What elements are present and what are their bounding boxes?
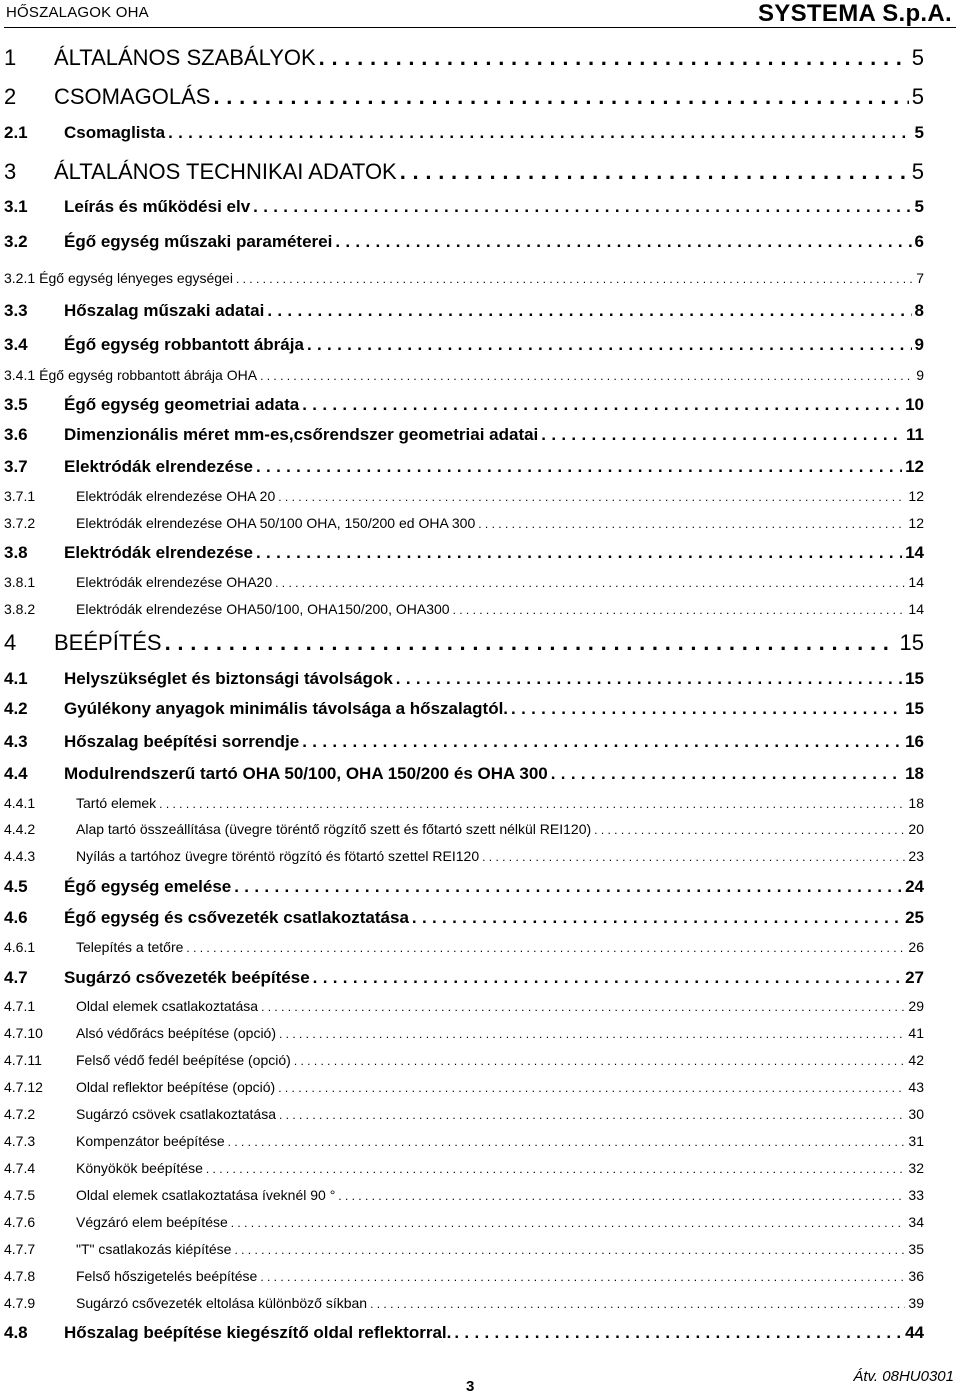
toc-entry-title: Felső hőszigetelés beépítése <box>76 1268 258 1284</box>
toc-entry-number: 3 <box>4 159 17 184</box>
toc-leader-dots <box>231 1216 906 1230</box>
toc-entry-number: 4.7.3 <box>4 1133 36 1149</box>
toc-leader-dots <box>228 1135 906 1149</box>
toc-entry-number: 3.8.1 <box>4 574 36 590</box>
toc-leader-dots <box>302 732 902 752</box>
toc-leader-dots <box>279 1027 905 1041</box>
toc-leader-dots <box>165 630 897 656</box>
toc-leader-dots <box>267 301 911 321</box>
toc-leader-dots <box>551 764 902 784</box>
toc-entry-number: 3.8.2 <box>4 601 36 617</box>
toc-entry-title: Elektródák elrendezése OHA50/100, OHA150/200, OHA300 <box>76 601 450 617</box>
toc-entry-title: ÁLTALÁNOS TECHNIKAI ADATOK <box>54 159 397 184</box>
toc-entry-page: 9 <box>914 335 924 354</box>
toc-entry-title: Oldal reflektor beépítése (opció) <box>76 1079 276 1095</box>
toc-leader-dots <box>278 490 905 504</box>
toc-leader-dots <box>294 1054 906 1068</box>
toc-entry-title: Csomaglista <box>64 123 166 142</box>
toc-leader-dots <box>338 1189 905 1203</box>
toc-entry-number: 4.7.1 <box>4 998 36 1014</box>
toc-entry-page: 33 <box>908 1187 924 1203</box>
toc-entry-page: 30 <box>908 1106 924 1122</box>
toc-entry-title: Hőszalag beépítése kiegészítő oldal reflektorral. <box>64 1323 452 1342</box>
toc-leader-dots <box>256 543 902 563</box>
toc-entry[interactable] <box>4 574 924 590</box>
toc-leader-dots <box>275 576 905 590</box>
toc-leader-dots <box>454 1323 902 1343</box>
toc-leader-dots <box>213 84 908 110</box>
toc-entry[interactable] <box>4 515 924 531</box>
toc-entry-page: 27 <box>905 968 924 987</box>
toc-entry-title: Modulrendszerű tartó OHA 50/100, OHA 150/200 és OHA 300 <box>64 764 548 783</box>
toc-entry-title: Nyílás a tartóhoz üvegre töréntö rögzító és fötartó szettel REI120 <box>76 848 480 864</box>
toc-entry-title: Égő egység robbantott ábrája OHA <box>39 367 258 383</box>
toc-entry-title: Oldal elemek csatlakoztatása íveknél 90 ° <box>76 1187 336 1203</box>
toc-entry-page: 20 <box>908 821 924 837</box>
toc-entry[interactable] <box>4 1052 924 1068</box>
toc-entry-title: Sugárzó csövek csatlakoztatása <box>76 1106 276 1122</box>
toc-entry-page: 23 <box>908 848 924 864</box>
toc-entry-number: 4.6.1 <box>4 939 36 955</box>
toc-entry-page: 15 <box>899 630 924 655</box>
toc-entry[interactable] <box>4 1323 924 1343</box>
toc-entry[interactable] <box>4 1133 924 1149</box>
toc-entry[interactable] <box>4 630 924 656</box>
toc-leader-dots <box>253 197 911 217</box>
toc-entry-number: 3.6 <box>4 425 28 444</box>
toc-entry-title: Leírás és működési elv <box>64 197 251 216</box>
toc-entry[interactable] <box>4 939 924 955</box>
toc-entry-page: 5 <box>914 197 924 216</box>
toc-entry-number: 4.1 <box>4 669 28 688</box>
toc-entry-title: Elektródák elrendezése OHA 50/100 OHA, 150/200 ed OHA 300 <box>76 515 476 531</box>
toc-entry-page: 24 <box>905 877 924 896</box>
toc-entry-number: 2 <box>4 84 17 109</box>
toc-entry-number: 4.7.2 <box>4 1106 36 1122</box>
toc-entry-title: Égő egység geometriai adata <box>64 395 300 414</box>
toc-entry-title: Telepítés a tetőre <box>76 939 184 955</box>
toc-entry-number: 3.7.1 <box>4 488 36 504</box>
toc-entry[interactable] <box>4 335 924 355</box>
toc-entry[interactable] <box>4 1295 924 1311</box>
toc-entry[interactable] <box>4 908 924 928</box>
toc-leader-dots <box>396 669 902 689</box>
toc-leader-dots <box>302 395 902 415</box>
toc-entry[interactable] <box>4 732 924 752</box>
toc-entry[interactable] <box>4 301 924 321</box>
toc-entry-title: BEÉPÍTÉS <box>54 630 162 655</box>
toc-entry-title: Sugárzó csővezeték beépítése <box>64 968 310 987</box>
toc-entry-number: 3.3 <box>4 301 28 320</box>
toc-entry-number: 4.7.6 <box>4 1214 36 1230</box>
toc-entry-number: 4.4.3 <box>4 848 36 864</box>
toc-leader-dots <box>400 159 909 185</box>
toc-leader-dots <box>256 457 902 477</box>
toc-entry-title: Alap tartó összeállítása (üvegre töréntő rögzítő szett és főtartó szett nélkül REI120) <box>76 821 592 837</box>
toc-entry-page: 26 <box>908 939 924 955</box>
page-number: 3 <box>466 1378 475 1395</box>
toc-entry[interactable] <box>4 1160 924 1176</box>
toc-entry[interactable] <box>4 425 924 445</box>
toc-leader-dots <box>594 823 905 837</box>
toc-entry-number: 4.5 <box>4 877 28 896</box>
toc-leader-dots <box>279 1108 905 1122</box>
toc-entry-number: 3.1 <box>4 197 28 216</box>
toc-leader-dots <box>234 1243 905 1257</box>
toc-entry[interactable] <box>4 1268 924 1284</box>
toc-leader-dots <box>482 850 905 864</box>
toc-entry[interactable] <box>4 821 924 837</box>
toc-entry-page: 18 <box>908 795 924 811</box>
toc-entry-title: Hőszalag beépítési sorrendje <box>64 732 300 751</box>
toc-entry-page: 18 <box>905 764 924 783</box>
toc-entry-number: 4.7.7 <box>4 1241 36 1257</box>
toc-entry[interactable] <box>4 764 924 784</box>
toc-leader-dots <box>319 45 909 71</box>
toc-leader-dots <box>159 797 905 811</box>
toc-entry-page: 35 <box>908 1241 924 1257</box>
toc-entry-page: 15 <box>905 669 924 688</box>
header-company-name: SYSTEMA S.p.A. <box>758 0 952 27</box>
toc-entry-page: 39 <box>908 1295 924 1311</box>
toc-entry-number: 4.7 <box>4 968 28 987</box>
header-doc-title: HŐSZALAGOK OHA <box>6 4 149 21</box>
toc-entry-title: Elektródák elrendezése <box>64 457 253 476</box>
toc-entry-number: 4 <box>4 630 17 655</box>
toc-leader-dots <box>236 272 913 286</box>
toc-entry[interactable] <box>4 159 924 185</box>
toc-entry-number: 4.7.9 <box>4 1295 36 1311</box>
toc-entry-title: Elektródák elrendezése OHA 20 <box>76 488 276 504</box>
toc-entry[interactable] <box>4 669 924 689</box>
toc-entry-title: Sugárzó csővezeték eltolása különböző síkban <box>76 1295 368 1311</box>
toc-entry-title: Égő egység robbantott ábrája <box>64 335 304 354</box>
toc-leader-dots <box>260 369 913 383</box>
toc-entry-number: 4.7.8 <box>4 1268 36 1284</box>
toc-entry-page: 25 <box>905 908 924 927</box>
toc-entry-page: 11 <box>906 425 924 444</box>
toc-entry-number: 3.2 <box>4 232 28 251</box>
toc-entry-number: 4.7.5 <box>4 1187 36 1203</box>
toc-entry-number: 4.7.11 <box>4 1052 42 1068</box>
toc-leader-dots <box>453 603 906 617</box>
toc-entry-page: 14 <box>905 543 924 562</box>
toc-entry-title: Dimenzionális méret mm-es,csőrendszer geometriai adatai <box>64 425 539 444</box>
toc-entry-number: 3.4 <box>4 335 28 354</box>
toc-entry-title: Felső védő fedél beépítése (opció) <box>76 1052 291 1068</box>
toc-entry-page: 15 <box>905 699 924 718</box>
toc-entry[interactable] <box>4 601 924 617</box>
toc-entry-page: 12 <box>905 457 924 476</box>
toc-entry-number: 3.7.2 <box>4 515 36 531</box>
toc-entry-page: 14 <box>908 574 924 590</box>
toc-entry[interactable] <box>4 1187 924 1203</box>
toc-entry[interactable] <box>4 270 924 286</box>
toc-entry[interactable] <box>4 84 924 110</box>
toc-entry-page: 16 <box>905 732 924 751</box>
toc-entry-number: 4.4.1 <box>4 795 36 811</box>
toc-entry-page: 12 <box>908 488 924 504</box>
toc-entry-page: 36 <box>908 1268 924 1284</box>
toc-entry-title: Égő egység műszaki paraméterei <box>64 232 333 251</box>
toc-entry-title: Hőszalag műszaki adatai <box>64 301 265 320</box>
toc-entry[interactable] <box>4 543 924 563</box>
toc-entry[interactable] <box>4 968 924 988</box>
toc-entry-page: 42 <box>908 1052 924 1068</box>
toc-leader-dots <box>313 968 902 988</box>
toc-entry[interactable] <box>4 699 924 719</box>
toc-leader-dots <box>370 1297 905 1311</box>
header-divider <box>4 27 956 28</box>
toc-entry[interactable] <box>4 1214 924 1230</box>
revision-code: Átv. 08HU0301 <box>853 1368 954 1385</box>
toc-entry-page: 43 <box>908 1079 924 1095</box>
toc-leader-dots <box>541 425 903 445</box>
toc-leader-dots <box>261 1000 905 1014</box>
toc-entry[interactable] <box>4 45 924 71</box>
toc-entry-title: CSOMAGOLÁS <box>54 84 211 109</box>
toc-leader-dots <box>511 699 902 719</box>
toc-entry-page: 9 <box>916 367 924 383</box>
toc-entry-title: Végzáró elem beépítése <box>76 1214 228 1230</box>
toc-leader-dots <box>478 517 905 531</box>
toc-entry[interactable] <box>4 457 924 477</box>
toc-entry-page: 31 <box>908 1133 924 1149</box>
toc-entry-number: 3.7 <box>4 457 28 476</box>
toc-entry[interactable] <box>4 197 924 217</box>
toc-entry-title: Alsó védőrács beépítése (opció) <box>76 1025 276 1041</box>
toc-entry-number: 4.8 <box>4 1323 28 1342</box>
toc-leader-dots <box>412 908 902 928</box>
toc-entry-number: 4.7.12 <box>4 1079 43 1095</box>
toc-entry-page: 29 <box>908 998 924 1014</box>
toc-entry-page: 7 <box>916 270 924 286</box>
toc-entry-number: 4.7.10 <box>4 1025 43 1041</box>
toc-entry-title: Tartó elemek <box>76 795 157 811</box>
toc-entry-page: 5 <box>911 84 924 109</box>
toc-entry[interactable] <box>4 1106 924 1122</box>
toc-entry[interactable] <box>4 395 924 415</box>
toc-entry-number: 2.1 <box>4 123 28 142</box>
toc-entry-title: Kompenzátor beépítése <box>76 1133 225 1149</box>
toc-entry-number: 4.6 <box>4 908 28 927</box>
toc-entry-title: Elektródák elrendezése <box>64 543 253 562</box>
toc-entry[interactable] <box>4 1025 924 1041</box>
toc-entry-page: 41 <box>908 1025 924 1041</box>
toc-entry-page: 5 <box>911 159 924 184</box>
toc-entry-title: Elektródák elrendezése OHA20 <box>76 574 273 590</box>
toc-entry-title: Égő egység emelése <box>64 877 232 896</box>
toc-entry-page: 12 <box>908 515 924 531</box>
toc-leader-dots <box>186 941 905 955</box>
toc-entry-number: 3.8 <box>4 543 28 562</box>
toc-entry[interactable] <box>4 795 924 811</box>
toc-entry[interactable] <box>4 877 924 897</box>
toc-leader-dots <box>206 1162 906 1176</box>
toc-entry-page: 8 <box>914 301 924 320</box>
toc-entry-page: 5 <box>914 123 924 142</box>
toc-entry-number: 4.2 <box>4 699 28 718</box>
toc-entry-page: 6 <box>914 232 924 251</box>
toc-entry[interactable] <box>4 998 924 1014</box>
toc-entry-title: Könyökök beépítése <box>76 1160 203 1176</box>
toc-leader-dots <box>335 232 911 252</box>
toc-entry-title: Égő egység és csővezeték csatlakoztatása <box>64 908 409 927</box>
toc-entry-title: Helyszükséglet és biztonsági távolságok <box>64 669 393 688</box>
toc-leader-dots <box>168 123 911 143</box>
toc-entry[interactable] <box>4 488 924 504</box>
toc-entry-title: Oldal elemek csatlakoztatása <box>76 998 259 1014</box>
toc-entry-title: "T" csatlakozás kiépítése <box>76 1241 232 1257</box>
toc-entry[interactable] <box>4 1079 924 1095</box>
toc-entry-page: 32 <box>908 1160 924 1176</box>
toc-entry[interactable] <box>4 123 924 143</box>
toc-entry-title: ÁLTALÁNOS SZABÁLYOK <box>54 45 316 70</box>
toc-entry-page: 14 <box>908 601 924 617</box>
toc-entry[interactable] <box>4 367 924 383</box>
toc-leader-dots <box>260 1270 905 1284</box>
toc-entry-title: Égő egység lényeges egységei <box>39 270 233 286</box>
toc-entry-title: Gyúlékony anyagok minimális távolsága a hőszalagtól. <box>64 699 509 718</box>
toc-entry[interactable] <box>4 848 924 864</box>
toc-leader-dots <box>278 1081 905 1095</box>
toc-entry[interactable] <box>4 1241 924 1257</box>
toc-entry-page: 10 <box>905 395 924 414</box>
toc-entry-number: 4.3 <box>4 732 28 751</box>
toc-entry-number: 3.5 <box>4 395 28 414</box>
toc-entry-number: 4.7.4 <box>4 1160 36 1176</box>
toc-leader-dots <box>307 335 912 355</box>
toc-entry-number: 4.4.2 <box>4 821 36 837</box>
toc-entry-page: 44 <box>905 1323 924 1342</box>
toc-entry-number: 3.2.1 <box>4 270 36 286</box>
toc-entry-number: 1 <box>4 45 17 70</box>
toc-entry-page: 5 <box>911 45 924 70</box>
toc-entry-number: 3.4.1 <box>4 367 36 383</box>
toc-leader-dots <box>234 877 902 897</box>
toc-entry-page: 34 <box>908 1214 924 1230</box>
toc-entry-number: 4.4 <box>4 764 28 783</box>
toc-entry[interactable] <box>4 232 924 252</box>
